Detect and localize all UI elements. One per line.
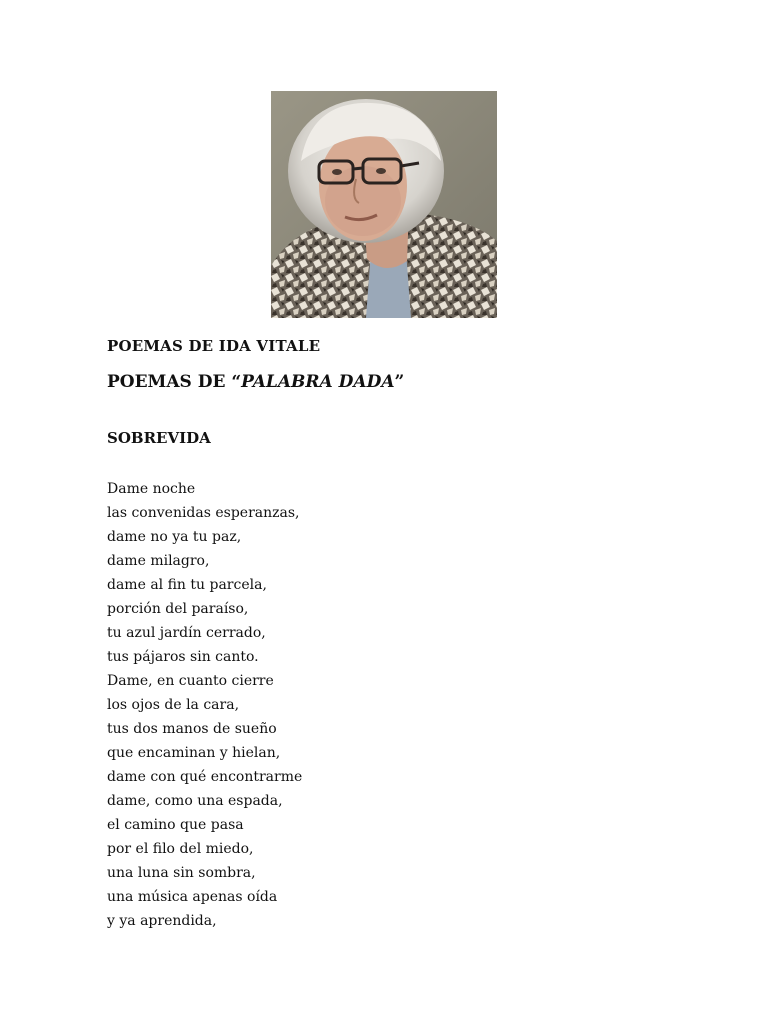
poem-line: el camino que pasa [107,817,244,833]
poem-line: dame, como una espada, [107,793,283,809]
section-heading-suffix: ” [394,372,405,392]
poem-line: porción del paraíso, [107,601,249,617]
poem-line: una música apenas oída [107,889,278,905]
poem-title: SOBREVIDA [107,429,211,447]
poem-line: Dame, en cuanto cierre [107,673,274,689]
poem-line: una luna sin sombra, [107,865,256,881]
portrait-photo [271,91,497,318]
poem-line: las convenidas esperanzas, [107,505,300,521]
poem-line: dame milagro, [107,553,210,569]
poem-line: dame no ya tu paz, [107,529,242,545]
section-heading-book-title: PALABRA DADA [241,372,395,392]
poem-line: Dame noche [107,481,196,497]
poem-line: dame con qué encontrarme [107,769,303,785]
poem-line: dame al fin tu parcela, [107,577,267,593]
poem-line: los ojos de la cara, [107,697,240,713]
section-heading [107,372,404,392]
document-title: POEMAS DE IDA VITALE [107,337,321,355]
poem-line: tus pájaros sin canto. [107,649,259,665]
poem-body [107,477,302,933]
section-heading-prefix: POEMAS DE “ [107,372,242,392]
poem-line: y ya aprendida, [107,913,217,929]
poem-line: tus dos manos de sueño [107,721,277,737]
poem-line: que encaminan y hielan, [107,745,281,761]
poem-line: tu azul jardín cerrado, [107,625,266,641]
poem-line: por el filo del miedo, [107,841,254,857]
